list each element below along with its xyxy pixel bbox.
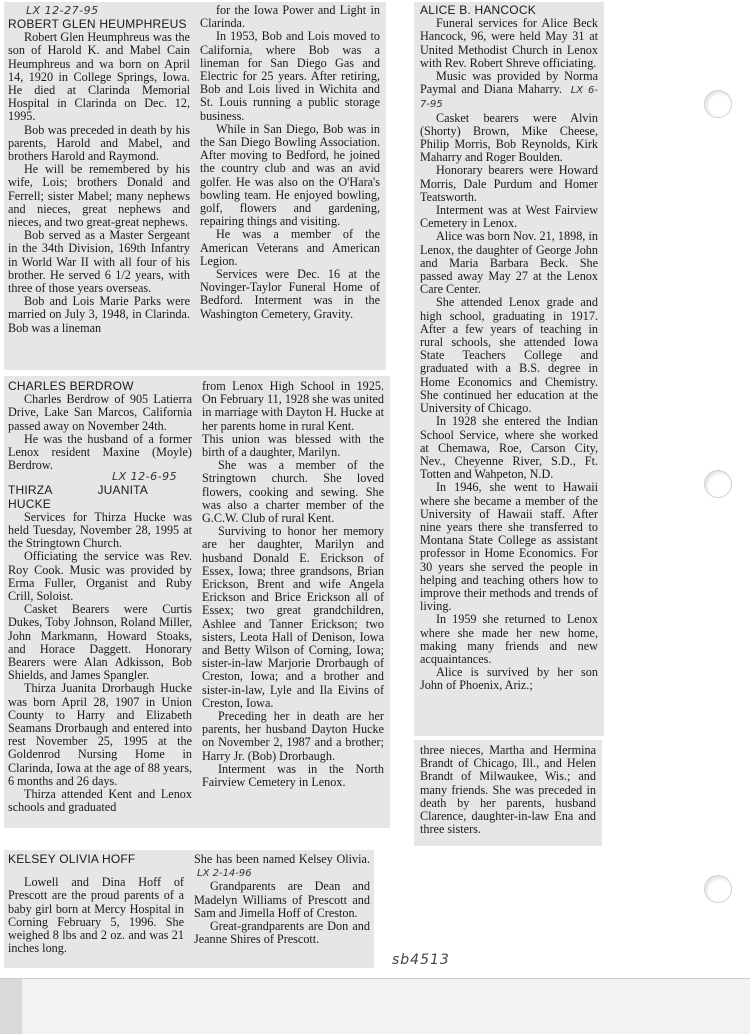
- hoff-right-first-paragraph: [194, 853, 370, 880]
- hoff-right-paragraph: Grandparents are Dean and Madelyn Williams of Prescott and Sam and Jimella Hoff of Creston.: [194, 879, 370, 920]
- hoff-left-paragraph: Lowell and Dina Hoff of Prescott are the proud parents of a baby girl born at Mercy Hospital in Corning February 5, 1996. She weighed 8 lbs and 2 oz. and was 21 inches long.: [8, 875, 184, 956]
- berdrow-text: [8, 393, 192, 472]
- hancock-music-paragraph: [420, 70, 598, 112]
- berdrow-heading: CHARLES BERDROW: [8, 379, 134, 393]
- hoff-right-column: [194, 853, 370, 946]
- page-bottom-edge: [0, 978, 750, 1034]
- hancock-paragraph: In 1928 she entered the Indian School Service, where she worked at Chemawa, Roe, Carson City, Nev., Cheyenne River, S.D., Ft. Totten and Wahpeton, N.D.: [420, 414, 598, 482]
- hucke-right-first-paragraph: from Lenox High School in 1925. On February 11, 1928 she was united in marriage with Dayton H. Hucke at her parents home in rural Kent.: [202, 379, 384, 433]
- heumphreus-right-text: [200, 4, 380, 321]
- hancock-music-text: Music was provided by Norma Paymal and Diana Maharry.: [420, 69, 598, 97]
- hucke-right-plain-paragraph: This union was blessed with the birth of a daughter, Marilyn.: [202, 431, 384, 460]
- heumphreus-left-text: [8, 31, 190, 335]
- page-bottom-edge-shadow: [0, 979, 22, 1034]
- hucke-right-text: [202, 459, 384, 789]
- heumphreus-right-paragraph: for the Iowa Power and Light in Clarinda.: [200, 3, 380, 31]
- hoff-left-column: [8, 853, 184, 955]
- hucke-left-text: [8, 511, 192, 815]
- hoff-clipping: [4, 850, 374, 968]
- hucke-right-paragraph: Surviving to honor her memory are her daughter, Marilyn and husband Donald E. Erickson of Essex, Iowa; three grandsons, Brian Erickson, Brent and wife Angela Erickson and Brice Erickson all of Essex; two great grandchildren, Ashlee and Tanner Erickson; two sisters, Leota Hall of Denison, Iowa and Betty Wilson of Corning, Iowa; sister-in-law Marjorie Drorbaugh of Creston, Iowa; and a brother and sister-in-law, Lyle and Ila Eivins of Creston, Iowa.: [202, 524, 384, 710]
- heumphreus-right-paragraph: He was a member of the American Veterans and American Legion.: [200, 227, 380, 268]
- hancock-paragraph: Funeral services for Alice Beck Hancock, 96, were held May 31 at United Methodist Church in Lenox with Rev. Robert Shreve officiating.: [420, 16, 598, 70]
- hancock-continuation-column: [420, 744, 596, 836]
- hucke-left-paragraph: Services for Thirza Hucke was held Tuesday, November 28, 1995 at the Stringtown Church.: [8, 509, 192, 551]
- hucke-left-paragraph: Officiating the service was Rev. Roy Cook. Music was provided by Erma Fuller, Organist and Ruby Crill, Soloist.: [8, 549, 192, 604]
- hancock-text-before-note: [420, 17, 598, 70]
- hancock-paragraph: Casket bearers were Alvin (Shorty) Brown, Mike Cheese, Philip Morris, Bob Reynolds, Kirk Maharry and Roger Boulden.: [420, 110, 598, 165]
- heumphreus-left-paragraph: Bob was preceded in death by his parents, Harold and Mabel, and brothers Harold and Raymond.: [8, 122, 190, 164]
- hancock-clipping: [414, 2, 604, 736]
- heumphreus-left-paragraph: He will be remembered by his wife, Lois; brothers Donald and Ferrell; sister Mabel; many nephews and nieces, great nephews and nieces, and two great-great nephews.: [8, 162, 190, 230]
- heumphreus-right-paragraph: Services were Dec. 16 at the Novinger-Taylor Funeral Home of Bedford. Interment was in the Washington Cemetery, Gravity.: [200, 267, 380, 321]
- hoff-right-text: [194, 880, 370, 946]
- binder-hole-middle: [704, 470, 732, 498]
- hucke-right-paragraph: Preceding her in death are her parents, her husband Dayton Hucke on November 2, 1987 and a brother; Harry Jr. (Bob) Drorbaugh.: [202, 709, 384, 763]
- hoff-heading: KELSEY OLIVIA HOFF: [8, 852, 136, 866]
- heumphreus-left-paragraph: Bob and Lois Marie Parks were married on July 3, 1948, in Clarinda. Bob was a lineman: [8, 294, 190, 335]
- hancock-paragraph: In 1959 she returned to Lenox where she made her new home, making many friends and new acquaintances.: [420, 612, 598, 666]
- hancock-paragraph: In 1946, she went to Hawaii where she became a member of the University of Hawaii staff. After nine years there she transferred to Montana State College as assistant professor in Home Economics. For 30 years she served the people in helping and teaching others how to improve their methods and trends of living.: [420, 480, 598, 614]
- binder-hole-top: [704, 90, 732, 118]
- heumphreus-right-paragraph: In 1953, Bob and Lois moved to California, where Bob was a lineman for San Diego Gas and Electric for 25 years. After retiring, Bob and Lois lived in Wichita and St. Louis running a public storage business.: [200, 29, 380, 123]
- hoff-named-text: She has been named Kelsey Olivia.: [194, 852, 370, 866]
- hancock-paragraph: Interment was at West Fairview Cemetery in Lenox.: [420, 203, 598, 231]
- hancock-paragraph: Alice was born Nov. 21, 1898, in Lenox, the daughter of George John and Maria Barbara Beck. She passed away May 27 at the Lenox Care Center.: [420, 229, 598, 297]
- heumphreus-clipping: [4, 2, 386, 370]
- berdrow-paragraph: Charles Berdrow of 905 Latierra Drive, Lake San Marcos, California passed away on November 24th.: [8, 392, 192, 433]
- hancock-continuation-text: three nieces, Martha and Hermina Brandt of Chicago, Ill., and Helen Brandt of Milwaukee, Wis.; and many friends. She was preceded in death by her parents, husband Clarence, daughter-in-law Ena and three sisters.: [420, 743, 596, 837]
- heumphreus-left-paragraph: Bob served as a Master Sergeant in the 34th Division, 169th Infantry in World War II with all four of his brother. He served 6 1/2 years, with three of those years overseas.: [8, 228, 190, 296]
- hucke-right-paragraph: She was a member of the Stringtown church. She loved flowers, cooking and sewing. She was also a charter member of the G.C.W. Club of rural Kent.: [202, 458, 384, 526]
- heumphreus-date-note: LX 12-27-95: [26, 4, 99, 17]
- heumphreus-heading: ROBERT GLEN HEUMPHREUS: [8, 17, 187, 31]
- heumphreus-right-column: [200, 4, 380, 321]
- hancock-paragraph: She attended Lenox grade and high school, graduating in 1917. After a few years of teaching in rural schools, she attended Iowa State Teachers College and graduated with a B.S. degree in Home Economics and Chemistry. She continued her education at the University of Chicago.: [420, 295, 598, 416]
- hucke-left-paragraph: Thirza Juanita Drorbaugh Hucke was born April 28, 1907 in Union County to Harry and Elizabeth Seamans Drorbaugh and entered into rest November 25, 1995 at the Goldenrod Nursing Home in Clarinda, Iowa at the age of 88 years, 6 months and 26 days.: [8, 681, 192, 788]
- hucke-left-paragraph: Thirza attended Kent and Lenox schools and graduated: [8, 787, 192, 815]
- heumphreus-left-paragraph: Robert Glen Heumphreus was the son of Harold K. and Mabel Cain Heumphreus and wa born on April 14, 1920 in College Springs, Iowa. He died at Clarinda Memorial Hospital in Clarinda on Dec. 12, 1995.: [8, 30, 190, 124]
- hancock-paragraph: Alice is survived by her son John of Phoenix, Ariz.;: [420, 665, 598, 693]
- berdrow-hucke-clipping: [4, 376, 390, 828]
- hoff-left-text: [8, 876, 184, 955]
- berdrow-hucke-left-column: [8, 380, 192, 815]
- berdrow-paragraph: He was the husband of a former Lenox resident Maxine (Moyle) Berdrow.: [8, 431, 192, 473]
- heumphreus-right-paragraph: While in San Diego, Bob was in the San Diego Bowling Association. After moving to Bedford, he joined the country club and was an avid golfer. He was also on the O'Hara's bowling team. He enjoyed bowling, golf, flowers and gardening, repairing things and visiting.: [200, 121, 380, 229]
- hancock-heading: ALICE B. HANCOCK: [420, 3, 536, 17]
- hoff-date-note: LX 2-14-96: [197, 868, 252, 880]
- hancock-date-note: LX 6-7-95: [420, 85, 599, 111]
- hancock-text: [420, 112, 598, 693]
- hucke-date-note: LX 12-6-95: [112, 470, 178, 484]
- binder-hole-bottom: [704, 875, 732, 903]
- hucke-right-column: [202, 380, 384, 789]
- hoff-right-paragraph: Great-grandparents are Don and Jeanne Shires of Prescott.: [194, 919, 370, 947]
- catalog-number: sb4513: [392, 952, 450, 968]
- hancock-continuation-clipping: [414, 740, 602, 846]
- hucke-right-paragraph: Interment was in the North Fairview Cemetery in Lenox.: [202, 761, 384, 790]
- heumphreus-left-column: [8, 4, 190, 335]
- hucke-left-paragraph: Casket Bearers were Curtis Dukes, Toby Johnson, Roland Miller, John Markmann, Howard Stoaks, and Horace Daggett. Honorary Bearers were Alan Adkisson, Bob Shields, and James Spangler.: [8, 602, 192, 683]
- hancock-paragraph: Honorary bearers were Howard Morris, Dale Purdum and Homer Teatsworth.: [420, 163, 598, 204]
- hucke-heading: THIRZA JUANITA HUCKE: [8, 483, 148, 511]
- hancock-column: [420, 4, 598, 693]
